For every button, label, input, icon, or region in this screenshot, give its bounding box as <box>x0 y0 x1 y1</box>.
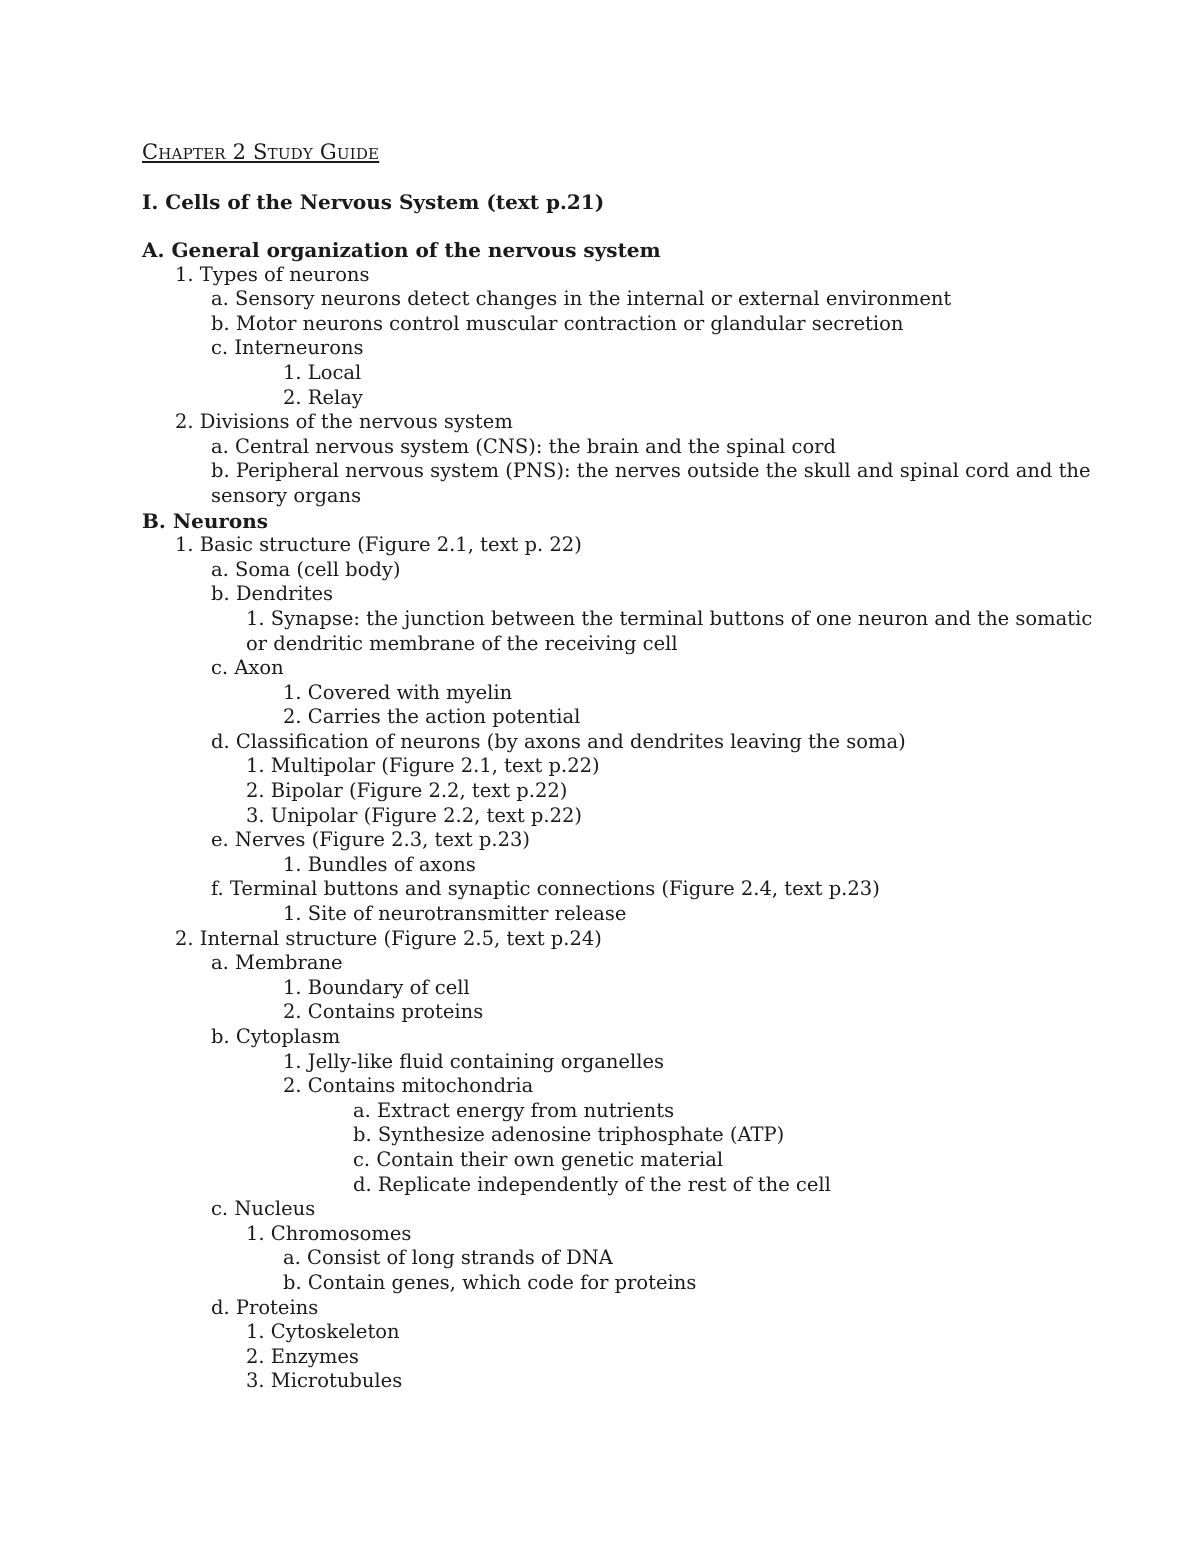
outline-item: 1. Covered with myelin <box>283 680 513 704</box>
outline-item: b. Dendrites <box>211 582 334 606</box>
outline-item: c. Interneurons <box>211 336 364 360</box>
outline-item: 1. Local <box>283 360 362 384</box>
outline-item: b. Cytoplasm <box>211 1025 341 1048</box>
outline-item: 1. Boundary of cell <box>283 975 470 999</box>
outline-item: b. Motor neurons control muscular contraction or glandular secretion <box>211 311 904 335</box>
outline-item: 2. Enzymes <box>246 1344 359 1368</box>
outline-item: b. Peripheral nervous system (PNS): the nerves outside the skull and spinal cord and the <box>211 459 1091 483</box>
outline-item: 2. Carries the action potential <box>283 705 581 729</box>
outline-item: 1. Site of neurotransmitter release <box>283 902 627 926</box>
outline-item: a. Central nervous system (CNS): the brain and the spinal cord <box>211 434 836 458</box>
outline-item: or dendritic membrane of the receiving cell <box>246 631 678 655</box>
outline-item: 2. Contains mitochondria <box>283 1074 534 1098</box>
outline-item: c. Nucleus <box>211 1197 316 1221</box>
outline-item: b. Synthesize adenosine triphosphate (ATP) <box>353 1123 785 1147</box>
outline-heading: B. Neurons <box>142 508 269 533</box>
outline-item: a. Membrane <box>211 951 343 975</box>
outline-item: c. Axon <box>211 656 284 680</box>
outline-item: sensory organs <box>211 483 362 507</box>
outline-item: 2. Relay <box>283 385 363 409</box>
outline-item: b. Contain genes, which code for proteins <box>283 1270 697 1294</box>
outline-item: 3. Unipolar (Figure 2.2, text p.22) <box>246 803 583 827</box>
outline-item: 1. Types of neurons <box>175 262 370 286</box>
outline-list <box>0 238 1200 1394</box>
outline-item: 1. Synapse: the junction between the terminal buttons of one neuron and the somatic <box>246 606 1093 630</box>
outline-item: 1. Cytoskeleton <box>246 1320 400 1344</box>
outline-item: 2. Bipolar (Figure 2.2, text p.22) <box>246 779 568 803</box>
outline-heading: A. General organization of the nervous system <box>142 238 661 262</box>
outline-item: 2. Divisions of the nervous system <box>175 410 513 434</box>
outline-item: 1. Jelly-like fluid containing organelles <box>283 1049 664 1073</box>
outline-item: 2. Internal structure (Figure 2.5, text p.24) <box>175 926 602 950</box>
outline-item: a. Extract energy from nutrients <box>353 1098 675 1122</box>
outline-item: e. Nerves (Figure 2.3, text p.23) <box>211 828 531 852</box>
outline-item: d. Replicate independently of the rest of the cell <box>353 1172 831 1196</box>
outline-item: 3. Microtubules <box>246 1369 403 1393</box>
outline-item: d. Proteins <box>211 1295 319 1319</box>
document-title: Chapter 2 Study Guide <box>142 140 380 164</box>
section-heading: I. Cells of the Nervous System (text p.21) <box>142 190 605 214</box>
outline-item: a. Consist of long strands of DNA <box>283 1246 613 1270</box>
outline-item: 2. Contains proteins <box>283 1000 484 1024</box>
outline-item: a. Sensory neurons detect changes in the internal or external environment <box>211 287 952 311</box>
outline-item: c. Contain their own genetic material <box>353 1147 724 1171</box>
outline-item: 1. Bundles of axons <box>283 852 476 876</box>
outline-item: a. Soma (cell body) <box>211 557 401 581</box>
outline-item: 1. Basic structure (Figure 2.1, text p. 22) <box>175 533 582 557</box>
outline-item: 1. Multipolar (Figure 2.1, text p.22) <box>246 754 600 778</box>
outline-item: f. Terminal buttons and synaptic connections (Figure 2.4, text p.23) <box>211 877 880 901</box>
outline-item: d. Classification of neurons (by axons and dendrites leaving the soma) <box>211 729 906 753</box>
outline-item: 1. Chromosomes <box>246 1221 412 1245</box>
